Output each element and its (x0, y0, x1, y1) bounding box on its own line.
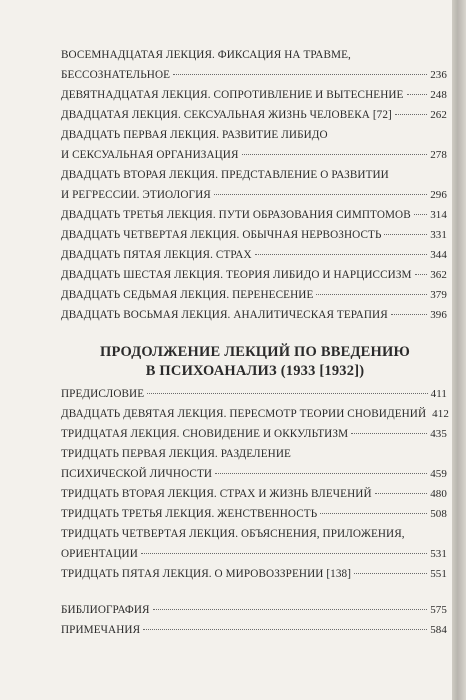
toc-entry-title: ТРИДЦАТЬ ТРЕТЬЯ ЛЕКЦИЯ. ЖЕНСТВЕННОСТЬ (61, 508, 318, 520)
toc-entry (61, 600, 447, 620)
toc-section-3 (61, 600, 447, 640)
page-number: 459 (430, 468, 447, 480)
page-number: 262 (430, 109, 447, 121)
toc-entry-title: ДВАДЦАТЬ ДЕВЯТАЯ ЛЕКЦИЯ. ПЕРЕСМОТР ТЕОРИИ СНОВИДЕНИЙ (61, 408, 427, 420)
toc-entry-title: ПСИХИЧЕСКОЙ ЛИЧНОСТИ (61, 468, 213, 480)
dot-leader (173, 74, 427, 75)
page-number: 435 (430, 428, 447, 440)
dot-leader (141, 553, 427, 554)
toc-entry (61, 165, 447, 205)
toc-entry-title: ОРИЕНТАЦИИ (61, 548, 138, 560)
toc-entry-title: ДВАДЦАТАЯ ЛЕКЦИЯ. СЕКСУАЛЬНАЯ ЖИЗНЬ ЧЕЛОВЕКА [72] (61, 109, 392, 121)
section-heading (60, 343, 450, 381)
page-number: 411 (430, 388, 447, 400)
toc-entry (61, 85, 447, 105)
toc-entry (61, 564, 447, 584)
dot-leader (415, 274, 428, 275)
toc-entry-title: ДВАДЦАТЬ ТРЕТЬЯ ЛЕКЦИЯ. ПУТИ ОБРАЗОВАНИЯ СИМПТОМОВ (61, 209, 411, 221)
dot-leader (143, 629, 427, 630)
toc-entry (61, 265, 447, 285)
dot-leader (153, 609, 428, 610)
toc-entry (61, 305, 447, 325)
toc-entry-title: ДВАДЦАТЬ ВТОРАЯ ЛЕКЦИЯ. ПРЕДСТАВЛЕНИЕ О РАЗВИТИИ (61, 169, 389, 181)
page-number: 379 (430, 289, 447, 301)
page-number: 412 (432, 408, 449, 420)
page-number: 296 (430, 189, 447, 201)
toc-entry-title: И СЕКСУАЛЬНАЯ ОРГАНИЗАЦИЯ (61, 149, 239, 161)
toc-entry-title: ПРИМЕЧАНИЯ (61, 624, 141, 636)
toc-entry (61, 384, 447, 404)
toc-entry-title: БЕССОЗНАТЕЛЬНОЕ (61, 69, 171, 81)
page-number: 236 (430, 69, 447, 81)
dot-leader (354, 573, 427, 574)
page-number: 551 (430, 568, 447, 580)
toc-entry (61, 484, 447, 504)
dot-leader (320, 513, 427, 514)
page-number: 480 (430, 488, 447, 500)
toc-entry (61, 404, 447, 424)
page-number: 331 (430, 229, 447, 241)
page-number: 508 (430, 508, 447, 520)
page-number: 248 (430, 89, 447, 101)
toc-entry-title: ПРЕДИСЛОВИЕ (61, 388, 145, 400)
toc-entry-title: ДВАДЦАТЬ ПЯТАЯ ЛЕКЦИЯ. СТРАХ (61, 249, 252, 261)
dot-leader (351, 433, 427, 434)
toc-entry (61, 125, 447, 165)
dot-leader (384, 234, 427, 235)
dot-leader (395, 114, 427, 115)
heading-line-1: ПРОДОЛЖЕНИЕ ЛЕКЦИЙ ПО ВВЕДЕНИЮ (100, 344, 410, 360)
page-number: 575 (430, 604, 447, 616)
toc-entry (61, 524, 447, 564)
toc-entry (61, 424, 447, 444)
dot-leader (391, 314, 427, 315)
toc-entry (61, 45, 447, 85)
toc-section-1 (61, 45, 447, 325)
dot-leader (414, 214, 427, 215)
page-edge (452, 0, 466, 700)
dot-leader (407, 94, 428, 95)
toc-entry-title: И РЕГРЕССИИ. ЭТИОЛОГИЯ (61, 189, 211, 201)
toc-entry-title: ТРИДЦАТЬ ПЕРВАЯ ЛЕКЦИЯ. РАЗДЕЛЕНИЕ (61, 448, 291, 460)
dot-leader (255, 254, 428, 255)
dot-leader (316, 294, 427, 295)
toc-entry-title: ТРИДЦАТАЯ ЛЕКЦИЯ. СНОВИДЕНИЕ И ОККУЛЬТИЗМ (61, 428, 349, 440)
toc-entry (61, 105, 447, 125)
toc-entry-title: ВОСЕМНАДЦАТАЯ ЛЕКЦИЯ. ФИКСАЦИЯ НА ТРАВМЕ, (61, 49, 351, 61)
toc-entry-title: ДВАДЦАТЬ ВОСЬМАЯ ЛЕКЦИЯ. АНАЛИТИЧЕСКАЯ ТЕРАПИЯ (61, 309, 388, 321)
toc-entry (61, 504, 447, 524)
toc-entry-title: ТРИДЦАТЬ ЧЕТВЕРТАЯ ЛЕКЦИЯ. ОБЪЯСНЕНИЯ, ПРИЛОЖЕНИЯ, (61, 528, 405, 540)
toc-entry-title: ТРИДЦАТЬ ВТОРАЯ ЛЕКЦИЯ. СТРАХ И ЖИЗНЬ ВЛЕЧЕНИЙ (61, 488, 372, 500)
dot-leader (214, 194, 427, 195)
toc-entry-title: ДВАДЦАТЬ ПЕРВАЯ ЛЕКЦИЯ. РАЗВИТИЕ ЛИБИДО (61, 129, 328, 141)
dot-leader (147, 393, 427, 394)
toc-entry (61, 285, 447, 305)
heading-line-2: В ПСИХОАНАЛИЗ (1933 [1932]) (145, 363, 365, 379)
page-number: 531 (430, 548, 447, 560)
page-number: 344 (430, 249, 447, 261)
page-number: 396 (430, 309, 447, 321)
toc-entry (61, 205, 447, 225)
toc-entry-title: ДВАДЦАТЬ ЧЕТВЕРТАЯ ЛЕКЦИЯ. ОБЫЧНАЯ НЕРВОЗНОСТЬ (61, 229, 382, 241)
toc-entry-title: ДЕВЯТНАДЦАТАЯ ЛЕКЦИЯ. СОПРОТИВЛЕНИЕ И ВЫТЕСНЕНИЕ (61, 89, 404, 101)
dot-leader (375, 493, 428, 494)
page-number: 314 (430, 209, 447, 221)
page-number: 584 (430, 624, 447, 636)
dot-leader (215, 473, 427, 474)
page-number: 362 (430, 269, 447, 281)
toc-entry (61, 245, 447, 265)
toc-entry-title: ТРИДЦАТЬ ПЯТАЯ ЛЕКЦИЯ. О МИРОВОЗЗРЕНИИ [138] (61, 568, 352, 580)
dot-leader (242, 154, 428, 155)
page-number: 278 (430, 149, 447, 161)
toc-entry-title: БИБЛИОГРАФИЯ (61, 604, 150, 616)
toc-entry (61, 620, 447, 640)
toc-entry (61, 225, 447, 245)
toc-entry (61, 444, 447, 484)
toc-entry-title: ДВАДЦАТЬ СЕДЬМАЯ ЛЕКЦИЯ. ПЕРЕНЕСЕНИЕ (61, 289, 314, 301)
toc-entry-title: ДВАДЦАТЬ ШЕСТАЯ ЛЕКЦИЯ. ТЕОРИЯ ЛИБИДО И НАРЦИССИЗМ (61, 269, 412, 281)
toc-section-2 (61, 384, 447, 584)
